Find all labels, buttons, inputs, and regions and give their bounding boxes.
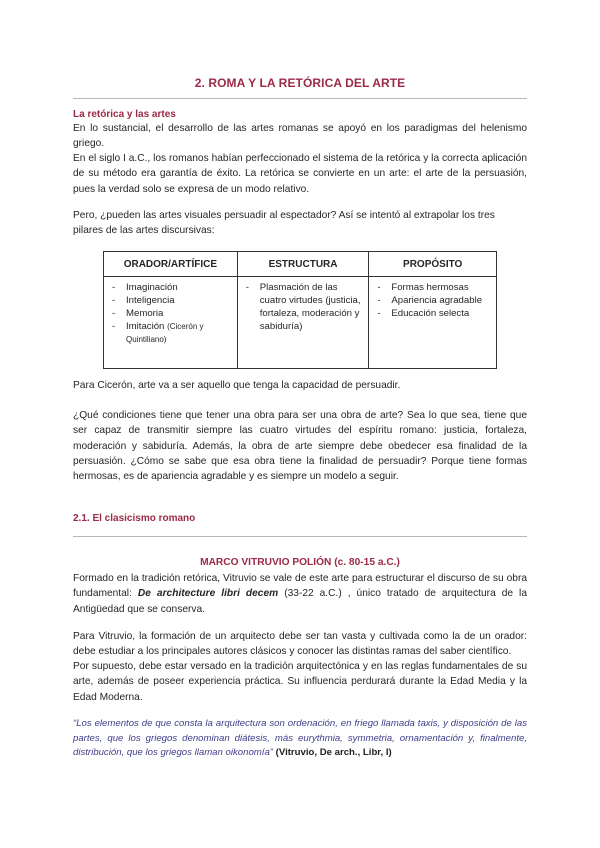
table-header-estructura: ESTRUCTURA bbox=[237, 252, 369, 277]
table-header-orador: ORADOR/ARTÍFICE bbox=[104, 252, 238, 277]
paragraph-condiciones bbox=[73, 408, 527, 484]
table-header-row bbox=[104, 252, 497, 277]
list-item: - Educación selecta bbox=[377, 308, 470, 319]
vitruvio-title: MARCO VITRUVIO POLIÓN (c. 80-15 a.C.) bbox=[200, 557, 400, 568]
paragraph-text: En el siglo I a.C., los romanos habían perfeccionado el sistema de la retórica y la correcta aplicación de su método era garantía de éxito. La retórica se convierte en un arte: el arte de la persuasión, pues la verdad solo se expresa de un modo relativo. bbox=[73, 153, 527, 195]
list-item: - Memoria bbox=[112, 308, 164, 319]
paragraph-text: Por supuesto, debe estar versado en la tradición arquitectónica y en las reglas fundamentales de su arte, además de poseer experiencia práctica. Su influencia perdurará durante la Edad Media y la Edad Moderna. bbox=[73, 661, 527, 703]
table-row bbox=[104, 277, 497, 369]
paragraph-tradicion bbox=[73, 659, 527, 705]
paragraph-retorica bbox=[73, 151, 527, 197]
section-heading-retorica: La retórica y las artes bbox=[73, 109, 176, 120]
list-item: - Formas hermosas bbox=[377, 282, 469, 293]
pillars-table bbox=[103, 251, 497, 369]
title-divider bbox=[73, 98, 527, 99]
list-item: - Inteligencia bbox=[112, 295, 175, 306]
section-divider bbox=[73, 536, 527, 537]
list-item: - Imitación (Cicerón y Quintiliano) bbox=[112, 321, 204, 344]
paragraph-text: Para Vitruvio, la formación de un arquitecto debe ser tan vasta y cultivada como la de un orador: debe estudiar a los principales autores clásicos y conocer las distintas ramas del saber científico. bbox=[73, 631, 527, 658]
section-heading-clasicismo: 2.1. El clasicismo romano bbox=[73, 513, 196, 524]
paragraph-text: ¿Qué condiciones tiene que tener una obra para ser una obra de arte? Sea lo que sea, tiene que ser capaz de transmitir siempre las cuatro virtudes del espíritu romano: justicia, fortaleza, moderación y sabiduría. Además, la obra de arte siempre debe obedecer esa finalidad de la persuasión. ¿Cómo se sabe que esa obra tiene la finalidad de persuadir? Porque tiene formas hermosas, es de apariencia agradable y es siempre un modelo a seguir. bbox=[73, 410, 527, 483]
quote-citation: (Vitruvio, De arch., Libr, I) bbox=[275, 747, 392, 758]
list-item: - Plasmación de las cuatro virtudes (justicia, fortaleza, moderación y sabiduría) bbox=[245, 282, 361, 332]
page-title: 2. ROMA Y LA RETÓRICA DEL ARTE bbox=[194, 76, 406, 90]
paragraph-text: Para Cicerón, arte va a ser aquello que tenga la capacidad de persuadir. bbox=[73, 380, 401, 391]
imitacion-note: (Cicerón y Quintiliano) bbox=[126, 322, 204, 344]
paragraph-helenismo bbox=[73, 121, 527, 152]
book-title: De architecture libri decem bbox=[137, 588, 279, 600]
paragraph-text: Pero, ¿pueden las artes visuales persuadir al espectador? Así se intentó al extrapolar los tres pilares de las artes discursivas: bbox=[73, 210, 495, 237]
paragraph-formacion bbox=[73, 629, 527, 660]
list-item: - Apariencia agradable bbox=[377, 295, 483, 306]
paragraph-vitruvio: Formado en la tradición retórica, Vitruvio se vale de este arte para estructurar el discurso de su obra fundamental: De architecture libri decem (33-22 a.C.) , único tratado de arquitectura de la Antigüedad que se conserva. bbox=[73, 573, 527, 615]
table-cell-proposito bbox=[369, 277, 497, 369]
table-cell-estructura bbox=[237, 277, 369, 369]
list-item: - Imaginación bbox=[112, 282, 178, 293]
paragraph-ciceron bbox=[73, 378, 527, 393]
paragraph-text: En lo sustancial, el desarrollo de las artes romanas se apoyó en los paradigmas del helenismo griego. bbox=[73, 123, 527, 150]
paragraph-persuadir bbox=[73, 208, 527, 239]
vitruvio-quote: “Los elementos de que consta la arquitectura son ordenación, en friego llamada taxis, y disposición de las partes, que los griegos denominan diátesis, más eurythmia, symmetria, ornamentación y, finalmente, distribución, que los griegos llaman oikonomía” (Vitruvio, De arch., Libr, I) bbox=[73, 718, 527, 758]
table-header-proposito: PROPÓSITO bbox=[369, 252, 497, 277]
table-cell-orador bbox=[104, 277, 238, 369]
